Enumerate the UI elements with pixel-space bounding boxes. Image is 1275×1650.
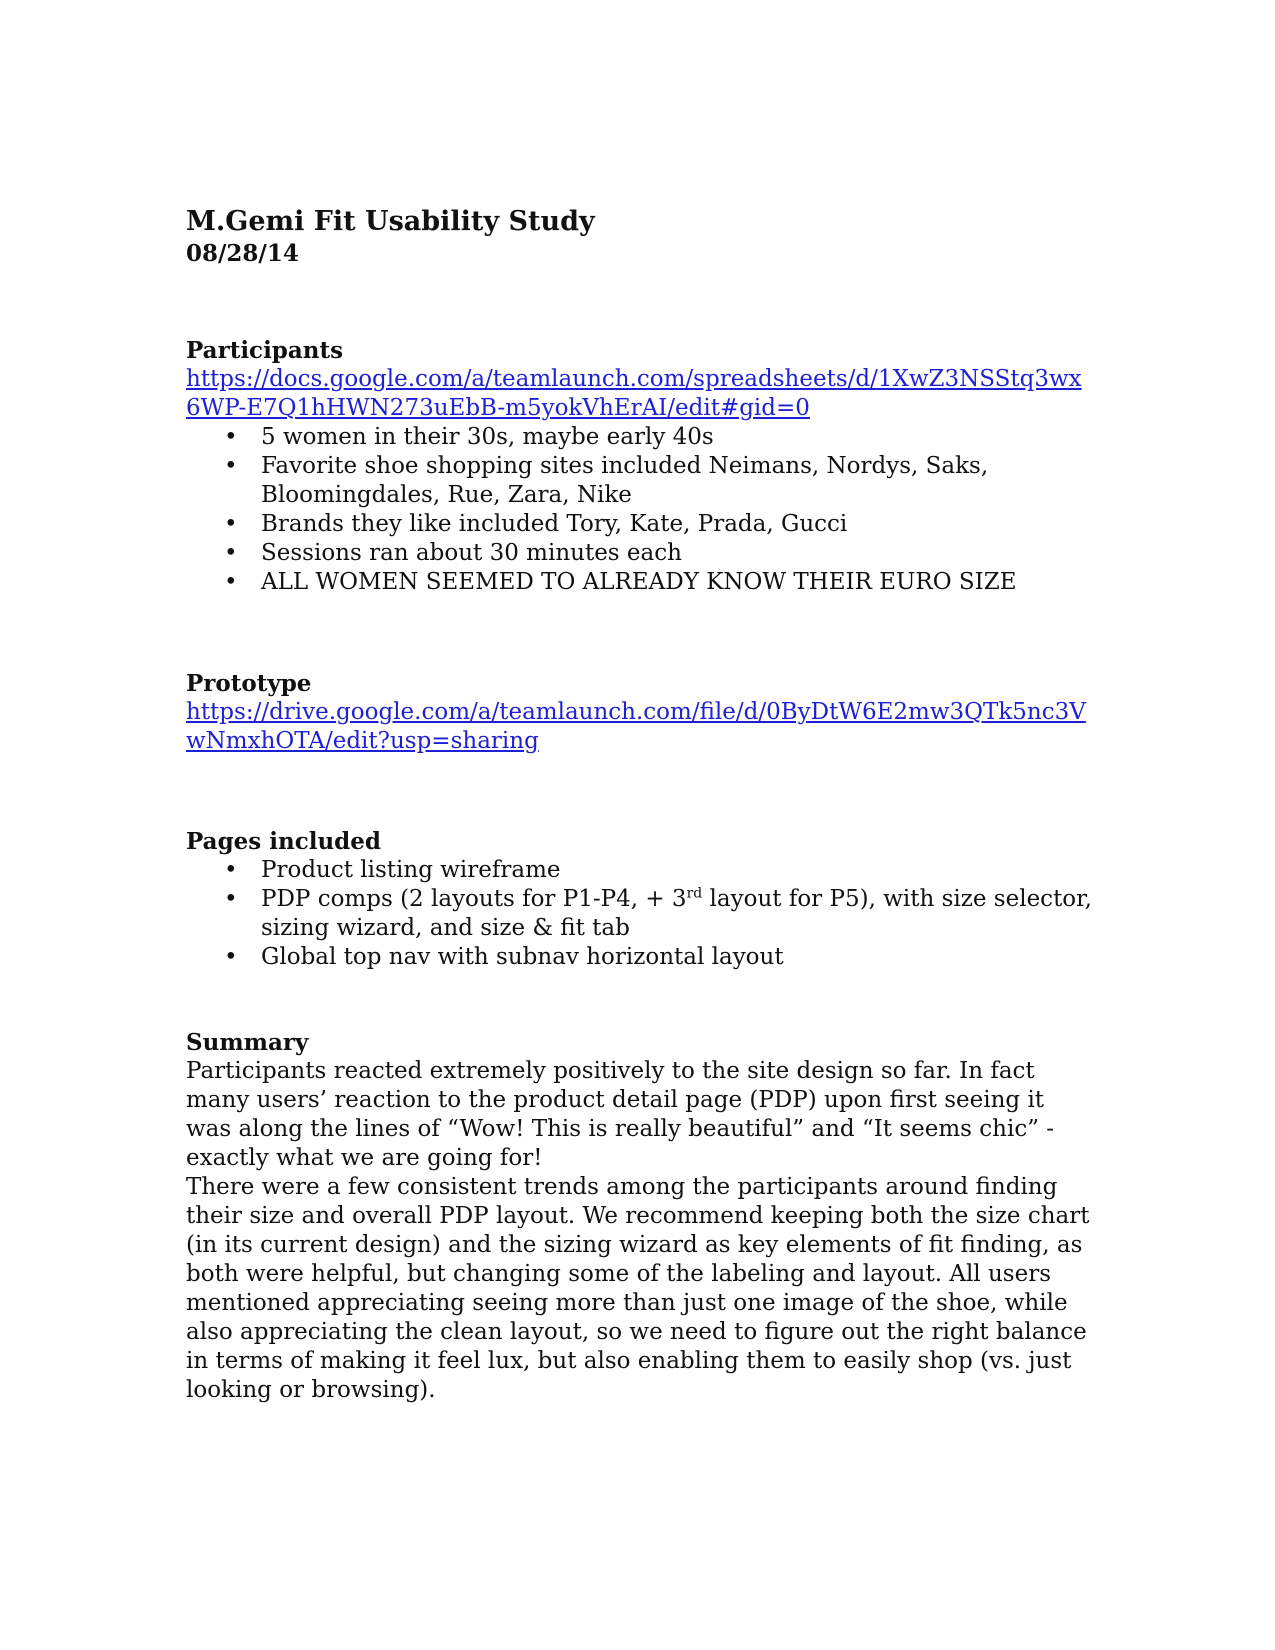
participants-heading: Participants [186, 337, 344, 364]
bullet-icon: • [224, 424, 238, 450]
participants-list [186, 423, 1096, 597]
document-title: M.Gemi Fit Usability Study [186, 206, 595, 237]
summary-section [186, 1028, 1096, 1405]
prototype-section [186, 669, 1096, 756]
bullet-icon: • [224, 540, 238, 566]
list-item: • Brands they like included Tory, Kate, Prada, Gucci [224, 511, 848, 537]
list-item: • PDP comps (2 layouts for P1-P4, + 3rd layout for P5), with size selector, sizing wizard, and size & fit tab [224, 885, 1092, 941]
participants-link[interactable]: https://docs.google.com/a/teamlaunch.com/spreadsheets/d/1XwZ3NSStq3wx6WP-E7Q1hHWN273uEbB-m5yokVhErAI/edit#gid=0 [186, 366, 1082, 421]
summary-paragraph-1: Participants reacted extremely positively to the site design so far. In fact many users’ reaction to the product detail page (PDP) upon first seeing it was along the lines of “Wow! This is really beautiful” and “It seems chic” - exactly what we are going for! [186, 1058, 1055, 1171]
prototype-heading: Prototype [186, 670, 312, 697]
bullet-icon: • [224, 857, 238, 883]
pages-section [186, 827, 1096, 972]
bullet-icon: • [224, 569, 238, 595]
participants-section [186, 336, 1096, 597]
list-item: • Sessions ran about 30 minutes each [224, 540, 682, 566]
bullet-icon: • [224, 886, 238, 912]
bullet-icon: • [224, 511, 238, 537]
summary-paragraph-2: There were a few consistent trends among the participants around finding their size and overall PDP layout. We recommend keeping both the size chart (in its current design) and the sizing wizard as key elements of fit finding, as both were helpful, but changing some of the labeling and layout. All users mentioned appreciating seeing more than just one image of the shoe, while also appreciating the clean layout, so we need to figure out the right balance in terms of making it feel lux, but also enabling them to easily shop (vs. just looking or browsing). [186, 1174, 1090, 1403]
prototype-link[interactable]: https://drive.google.com/a/teamlaunch.com/file/d/0ByDtW6E2mw3QTk5nc3VwNmxhOTA/edit?usp=sharing [186, 699, 1086, 754]
list-item: • Global top nav with subnav horizontal layout [224, 944, 784, 970]
list-item: • ALL WOMEN SEEMED TO ALREADY KNOW THEIR EURO SIZE [224, 569, 1017, 595]
document-page [186, 205, 1096, 1405]
list-item: • Favorite shoe shopping sites included Neimans, Nordys, Saks, Bloomingdales, Rue, Zara, Nike [224, 453, 989, 508]
pages-heading: Pages included [186, 828, 381, 855]
bullet-icon: • [224, 453, 238, 479]
bullet-icon: • [224, 944, 238, 970]
summary-heading: Summary [186, 1029, 309, 1056]
list-item: • Product listing wireframe [224, 857, 561, 883]
pages-list [186, 856, 1096, 972]
list-item: • 5 women in their 30s, maybe early 40s [224, 424, 714, 450]
document-date: 08/28/14 [186, 240, 299, 267]
